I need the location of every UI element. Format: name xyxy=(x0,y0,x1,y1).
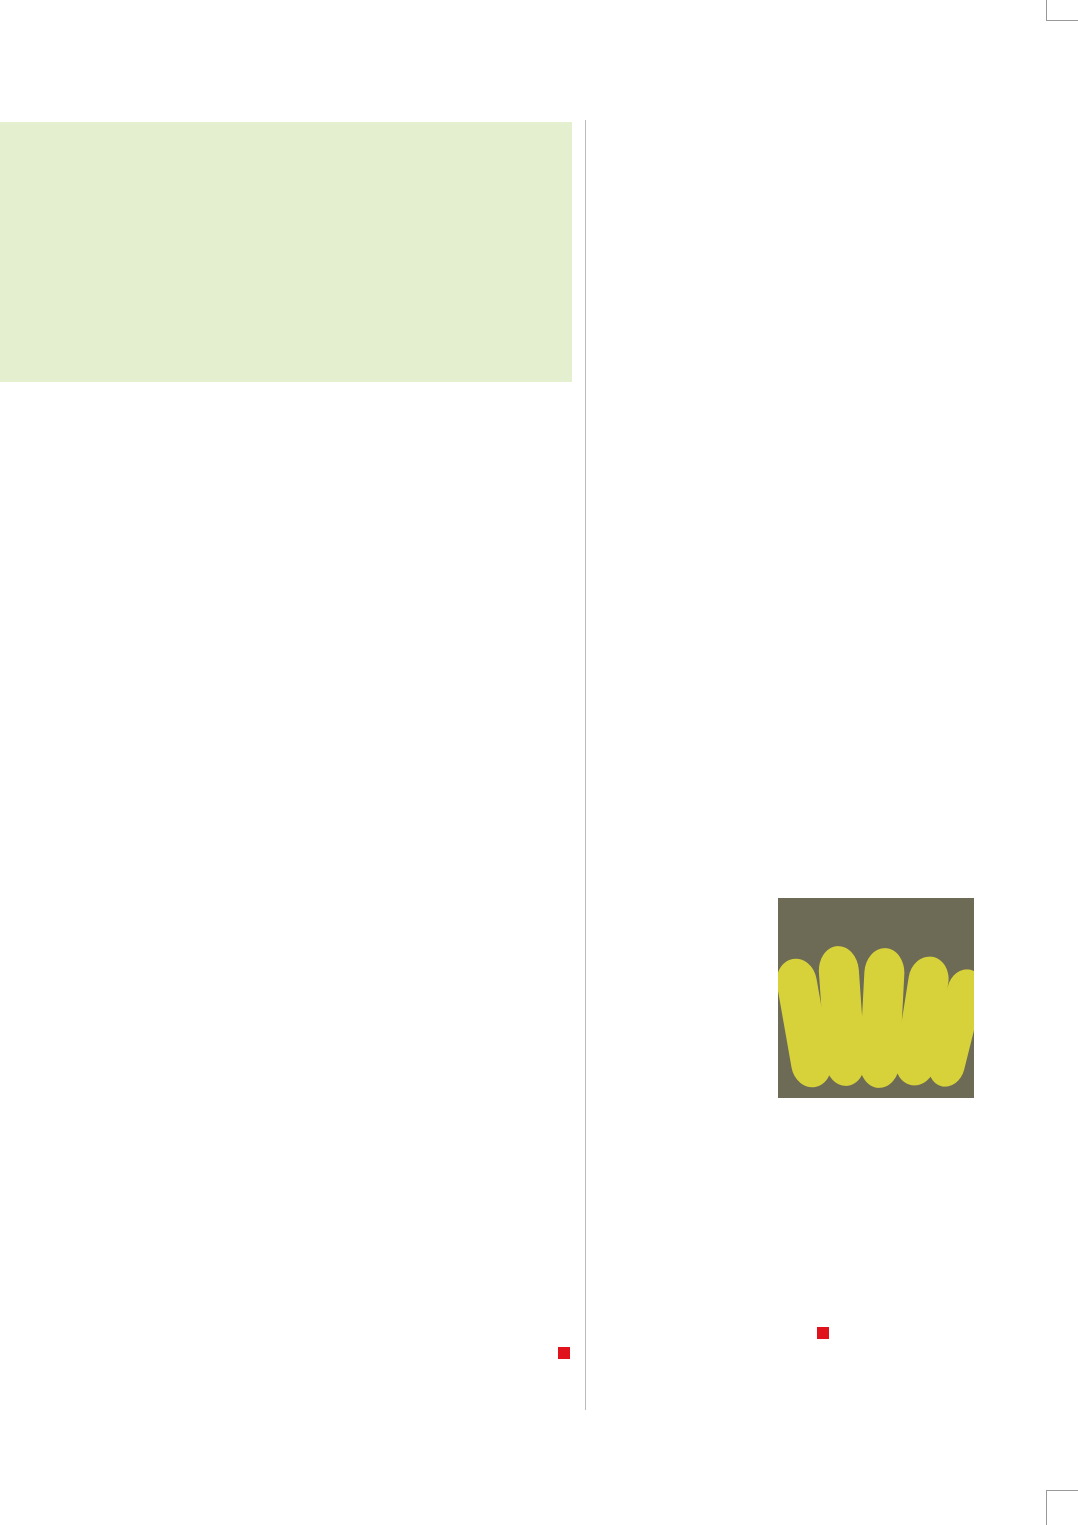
column-divider xyxy=(585,120,586,1410)
crop-mark xyxy=(1046,1490,1047,1525)
banana-photo xyxy=(778,898,974,1098)
right-column xyxy=(598,122,988,1342)
article-end-mark xyxy=(558,1347,570,1359)
crop-mark xyxy=(1046,20,1078,21)
sidebar-box xyxy=(0,122,572,382)
left-column xyxy=(85,410,565,1360)
folio xyxy=(860,1412,976,1428)
crop-mark xyxy=(1046,0,1047,20)
byline-mark xyxy=(817,1327,829,1339)
crop-mark xyxy=(1046,1490,1078,1491)
